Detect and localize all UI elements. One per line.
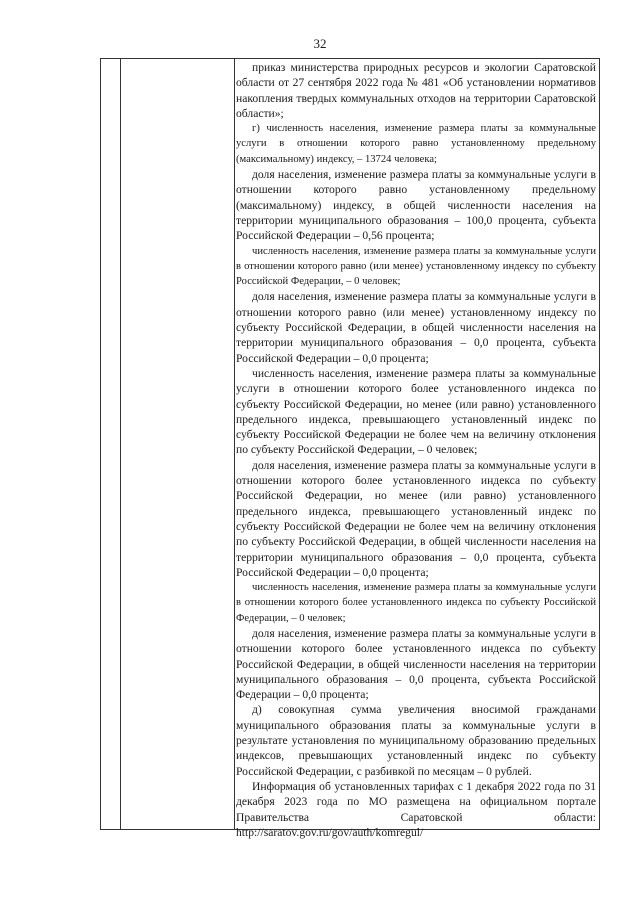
paragraph-share-above-index-within-deviation: доля населения, изменение размера платы за коммунальные услуги в отношении которого более установленного индекса по субъекту Российской Федерации, но менее (или равно) установленного предельного индекса, превышающего установленный индекс по субъекту Российской Федерации не более чем на величину отклонения по субъекту Российской Федерации, в общей численности населения на территории муниципального образования – 0,0 процента, субъекта Российской Федерации – 0,0 процента;: [236, 458, 596, 579]
paragraph-population-above-index: численность населения, изменение размера платы за коммунальные услуги в отношении которого более установленного индекса по субъекту Российской Федерации, – 0 человек;: [236, 582, 596, 624]
document-table: [100, 58, 600, 839]
paragraph-population-equal-or-less-index: численность населения, изменение размера платы за коммунальные услуги в отношении которого равно (или менее) установленному индексу по субъекту Российской Федерации, – 0 человек;: [236, 245, 596, 288]
paragraph-population-above-index-within-deviation: численность населения, изменение размера платы за коммунальные услуги в отношении которого более установленного индекса по субъекту Российской Федерации, но менее (или равно) установленного предельного индекса, превышающего установленный индекс по субъекту Российской Федерации не более чем на величину отклонения по субъекту Российской Федерации, – 0 человек;: [236, 366, 596, 457]
paragraph-share-equal-or-less-index: доля населения, изменение размера платы за коммунальные услуги в отношении которого равно (или менее) установленному индексу по субъекту Российской Федерации, в общей численности населения на территории муниципального образования – 0,0 процента, субъекта Российской Федерации – 0,0 процента;: [236, 290, 596, 365]
paragraph-share-equal-max-index: доля населения, изменение размера платы за коммунальные услуги в отношении которого равно установленному предельному (максимальному) индексу, в общей численности населения на территории муниципального образования – 100,0 процента, субъекта Российской Федерации – 0,56 процента;: [236, 168, 596, 243]
paragraph-order-reference: приказ министерства природных ресурсов и экологии Саратовской области от 27 сентября 2022 года № 481 «Об установлении нормативов накопления твердых коммунальных отходов на территории Саратовской области»;: [236, 61, 596, 120]
paragraph-d-total-increase: д) совокупная сумма увеличения вносимой гражданами муниципального образования платы за коммунальные услуги в результате установления по муниципальному образованию предельных индексов, превышающих установленный индекс по субъекту Российской Федерации, с разбивкой по месяцам – 0 рублей.: [236, 703, 596, 778]
page-number: 32: [313, 36, 327, 51]
column-divider: [234, 59, 235, 829]
column-divider: [120, 59, 121, 829]
paragraph-tariff-info: Информация об установленных тарифах с 1 декабря 2022 года по 31 декабря 2023 года по МО размещена на официальном портале Правительства Саратовской области: http://saratov.gov.ru/gov/auth/komregul/: [236, 779, 596, 839]
text-cell: [236, 60, 596, 839]
paragraph-g-population-equal-max-index: г) численность населения, изменение размера платы за коммунальные услуги в отношении которого равно установленному предельному (максимальному) индексу, – 13724 человека;: [236, 123, 596, 165]
paragraph-share-above-index: доля населения, изменение размера платы за коммунальные услуги в отношении которого более установленного индекса по субъекту Российской Федерации, в общей численности населения на территории муниципального образования – 0,0 процента, субъекта Российской Федерации – 0,0 процента;: [236, 626, 596, 702]
